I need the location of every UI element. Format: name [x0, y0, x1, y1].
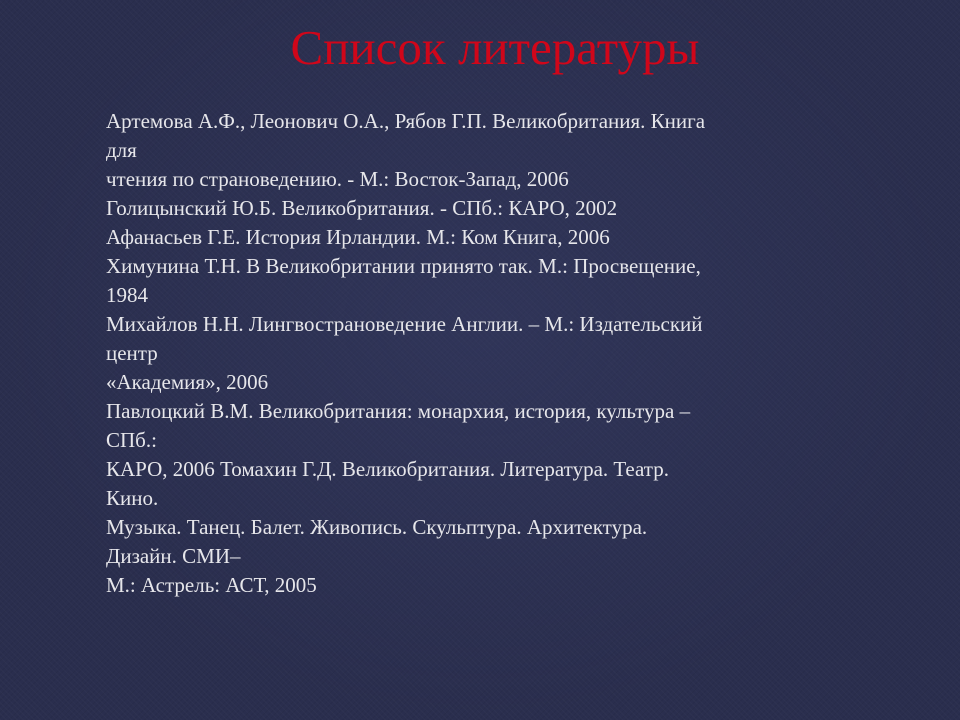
bibliography-line: КАРО, 2006 Томахин Г.Д. Великобритания. Литература. Театр. [106, 457, 669, 481]
bibliography-line: Голицынский Ю.Б. Великобритания. - СПб.: КАРО, 2002 [106, 196, 618, 220]
bibliography-line: Дизайн. СМИ– [106, 544, 241, 568]
bibliography-line: Афанасьев Г.Е. История Ирландии. М.: Ком Книга, 2006 [106, 225, 610, 249]
bibliography-list [106, 107, 866, 600]
bibliography-line: 1984 [106, 283, 148, 307]
bibliography-line: чтения по страноведению. - М.: Восток-Запад, 2006 [106, 167, 569, 191]
bibliography-line: Кино. [106, 486, 159, 510]
bibliography-line: Музыка. Танец. Балет. Живопись. Скульптура. Архитектура. [106, 515, 648, 539]
slide-title: Список литературы [290, 20, 700, 75]
bibliography-line: для [106, 138, 137, 162]
bibliography-line: Химунина Т.Н. В Великобритании принято так. М.: Просвещение, [106, 254, 701, 278]
bibliography-line: «Академия», 2006 [106, 370, 269, 394]
bibliography-line: Михайлов Н.Н. Лингвострановедение Англии. – М.: Издательский [106, 312, 703, 336]
bibliography-line: Павлоцкий В.М. Великобритания: монархия, история, культура – [106, 399, 691, 423]
bibliography-line: Артемова А.Ф., Леонович О.А., Рябов Г.П. Великобритания. Книга [106, 109, 706, 133]
bibliography-line: М.: Астрель: АСТ, 2005 [106, 573, 317, 597]
bibliography-line: центр [106, 341, 158, 365]
bibliography-line: СПб.: [106, 428, 157, 452]
